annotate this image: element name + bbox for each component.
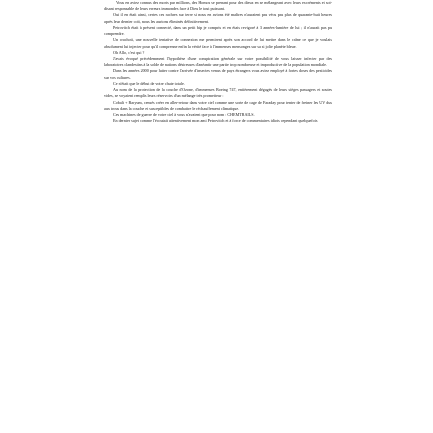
text-column	[104, 0, 332, 124]
paragraph: Oui il en était ainsi, certes ces rachres sur terre si nous en avions été maîtres n'auraient pas vécu pas plus de quarante-huit heures après leur dernier coït, nous les aurions éliminés définitivement.	[104, 12, 332, 24]
paragraph: Dans les années 2000 pour lutter contre l'arrivée d'insectes venus de pays étrangers vous aviez employé à fortes doses des pesticides sur vos cultures.	[104, 68, 332, 80]
paragraph: Vous en aviez connus des morts par millions, des Homos se prenant pour des dieux en se mélangeant avec leurs excréments et soi-disant responsable de leurs erreurs immondes face à Dieu le tout puissant.	[104, 0, 332, 12]
paragraph: J'avais évoqué précédemment l'hypothèse d'une conspiration générale sur votre possibilité de vous laisser infecter par des laboratoires clandestins à la solde de nations désireuses d'anéantir une partie trop nombreuse et improductive de la population mondiale.	[104, 55, 332, 68]
paragraph: En dernier sujet comme l'écoutait attentivement mon ami Petrovitch et à force de commentaires idiots cependant quelquefois	[113, 118, 318, 124]
paragraph: Un crachoti, une nouvelle tentative de connexion me permirent après son accord de lui mettre dans le crâne ce que je voulais absolument lui injecter pour qu'il comprenne enfin la vérité face à l'immenses mensonges sur sa si jolie planète bleue.	[104, 37, 332, 49]
paragraph: Ces machines de guerre de votre ciel à vous n'avaient que pour nom : CHEMTRAILS.	[113, 111, 255, 117]
paragraph: Au nom de la protection de la couche d'Ozone, d'immenses Boeing 747, entièrement dégagés de leurs sièges passagers et soutes vides, se voyaient remplis leurs réservoirs d'un mélange très prometteur :	[104, 87, 332, 99]
paragraph: Cobalt + Baryum, censés créer en aller-retour dans votre ciel comme une sorte de cage de Faraday pour tenter de freiner les UV dus aux trous dans la couche et susceptibles de combattre le réchauffement climatique.	[104, 99, 332, 111]
paragraph: Petrovitch était à présent connecté, dans un petit bip je compris et en étais revigoré à 3 années-lumière de lui ; il n'aurait pas pu comprendre.	[104, 24, 332, 37]
paragraph: Ce n'était que le début de votre chute totale.	[113, 80, 185, 86]
paragraph: Oh Allo, c'est qui ?	[113, 49, 145, 55]
